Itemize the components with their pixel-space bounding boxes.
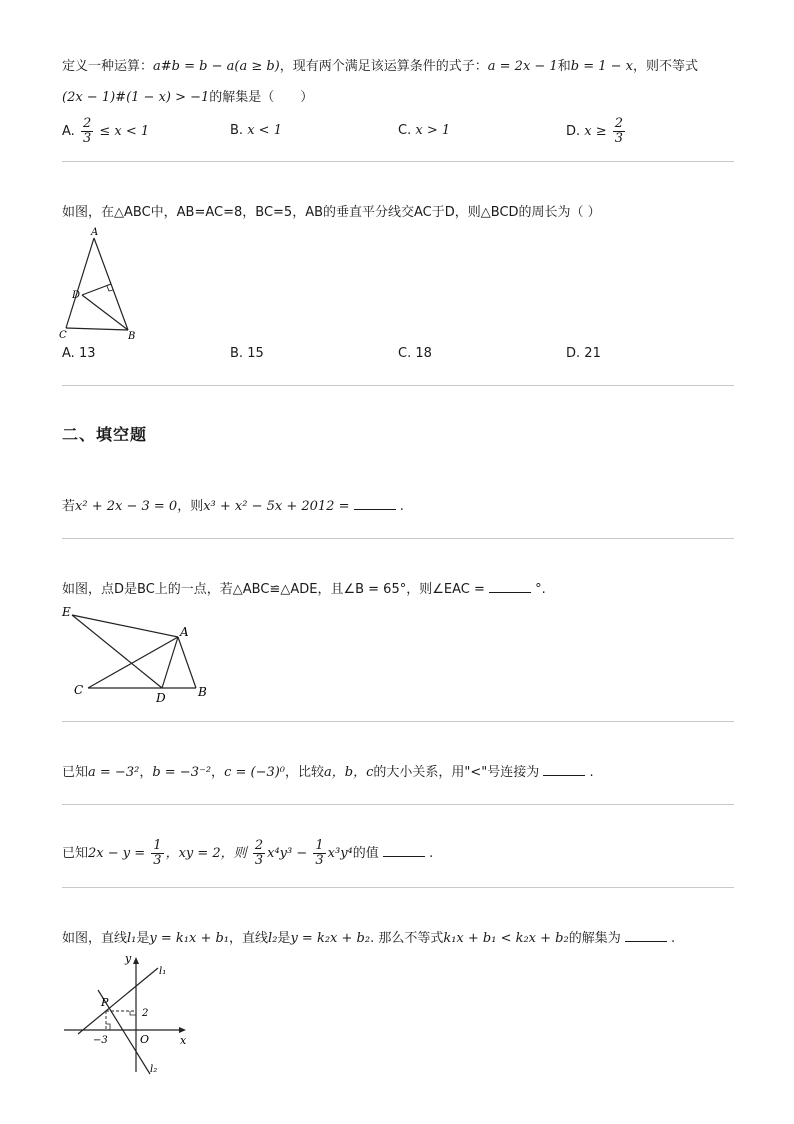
q1-expr: (2x − 1)#(1 − x) > −1 (62, 90, 210, 105)
option-label: C. (398, 346, 412, 361)
denominator: 3 (315, 853, 324, 868)
option-label: D. (566, 124, 581, 139)
q3-suffix: . (399, 499, 404, 514)
q7-inequality: k₁x + b₁ < k₂x + b₂ (443, 931, 569, 946)
denominator: 3 (82, 131, 92, 146)
label-p: P (101, 996, 109, 1009)
label-a: A (91, 227, 99, 238)
q3-mid: ，则 (177, 499, 204, 514)
q6-end: . (429, 846, 434, 861)
q1-option-d[interactable] (566, 117, 627, 146)
fraction (253, 839, 265, 868)
q7-end: . (671, 931, 676, 946)
q1-option-a[interactable] (62, 117, 149, 146)
q7-eq2: y = k₂x + b₂ (290, 931, 371, 946)
q6-eq1: 2x − y = (88, 846, 146, 861)
q4-question: 如图，点D是BC上的一点，若△ABC≌△ADE，且∠B = 65°，则∠EAC = (62, 582, 485, 597)
option-label: B. (230, 346, 244, 361)
q7-text1: 如图，直线 (62, 931, 128, 946)
q5-b: b = −3⁻² (152, 765, 212, 780)
divider (62, 721, 734, 722)
option-text: 15 (247, 346, 264, 361)
q5-end: . (589, 765, 594, 780)
q5-c: c = (−3)⁰ (224, 765, 286, 780)
option-label: A. (62, 346, 75, 361)
label-c: C (59, 330, 67, 341)
numerator: 2 (254, 838, 264, 853)
option-text: 18 (415, 346, 432, 361)
label-two: 2 (142, 1008, 149, 1019)
divider (62, 887, 734, 888)
q7-l1: l₁ (127, 931, 137, 946)
section-title: 二、填空题 (62, 425, 148, 444)
q7-text4: 是 (277, 931, 291, 946)
q7-text (62, 929, 675, 949)
q3-eq2: x³ + x² − 5x + 2012 = (203, 499, 350, 514)
q7-text3: ，直线 (229, 931, 269, 946)
numerator: 1 (153, 838, 162, 853)
q5-vars: a，b，c (324, 765, 374, 780)
q5-mid: ，比较 (285, 765, 325, 780)
q6-term2: x³y⁴ (327, 846, 353, 861)
q7-text2: 是 (136, 931, 150, 946)
label-e: E (62, 605, 71, 619)
q7-eq1: y = k₁x + b₁ (149, 931, 230, 946)
label-y: y (125, 952, 132, 965)
answer-blank[interactable] (543, 763, 585, 776)
q1-b: b = 1 − x (570, 59, 633, 74)
q1-op: a#b = b − a(a ≥ b) (153, 59, 280, 74)
option-label: C. (398, 123, 412, 138)
q7-text5: . 那么不等式 (370, 931, 444, 946)
answer-blank[interactable] (354, 497, 396, 510)
label-origin: O (140, 1033, 150, 1046)
fraction (613, 117, 625, 146)
fraction (151, 839, 163, 868)
numerator: 1 (315, 838, 324, 853)
answer-blank[interactable] (625, 929, 667, 942)
divider (62, 804, 734, 805)
q1-suffix: ，则不等式 (632, 59, 698, 74)
q7-text6: 的解集为 (568, 931, 621, 946)
q5-suffix: 的大小关系，用"<"号连接为 (373, 765, 540, 780)
option-text: ≤ x < 1 (99, 124, 150, 139)
q5-text: 已知a = −3²，b = −3⁻²，c = (−3)⁰，比较a，b，c的大小关系，用"<"号连接为 . (62, 765, 594, 780)
q2-option-b[interactable] (230, 344, 264, 364)
label-b: B (198, 685, 207, 699)
q6-term1: x⁴y³ − (267, 846, 308, 861)
divider (62, 385, 734, 386)
q1-option-b[interactable] (230, 121, 282, 141)
label-d: D (72, 290, 81, 301)
q3-eq1: x² + 2x − 3 = 0 (75, 499, 178, 514)
option-text: 13 (78, 346, 96, 361)
option-text: x > 1 (415, 123, 451, 138)
q3-text (62, 497, 404, 517)
label-l1: l₁ (159, 966, 167, 977)
divider (62, 538, 734, 539)
divider (62, 161, 734, 162)
denominator: 3 (614, 131, 624, 146)
q2-option-c[interactable] (398, 344, 432, 364)
q1-prefix: 定义一种运算： (62, 59, 154, 74)
denominator: 3 (254, 853, 264, 868)
label-a: A (180, 625, 189, 639)
q2-option-d[interactable] (566, 344, 601, 364)
q1-a: a = 2x − 1 (487, 59, 558, 74)
numerator: 2 (614, 116, 624, 131)
fraction (81, 117, 93, 146)
q6-eq2: ，xy = 2，则 (165, 846, 247, 861)
q4-suffix: °. (535, 582, 546, 597)
q4-triangle-figure (58, 602, 218, 706)
q1-mid: ，现有两个满足该运算条件的式子： (279, 59, 488, 74)
q1-line1 (62, 57, 698, 77)
q5-prefix: 已知 (62, 765, 89, 780)
q7-graph-figure (58, 950, 198, 1080)
q2-option-a[interactable] (62, 344, 95, 364)
answer-blank[interactable] (383, 844, 425, 857)
q1-option-c[interactable] (398, 121, 450, 141)
q5-a: a = −3² (88, 765, 140, 780)
q7-l2: l₂ (268, 931, 278, 946)
label-l2: l₂ (150, 1064, 158, 1075)
q6-suffix: 的值 (352, 846, 379, 861)
numerator: 2 (82, 116, 92, 131)
q2-text: 如图，在△ABC中，AB=AC=8，BC=5，AB的垂直平分线交AC于D，则△BCD的周长为（ ） (62, 205, 601, 220)
label-b: B (128, 331, 136, 342)
label-d: D (156, 691, 166, 705)
q6-prefix: 已知 (62, 846, 89, 861)
label-neg3: −3 (93, 1035, 108, 1046)
answer-blank[interactable] (489, 580, 531, 593)
q2-triangle-figure (58, 226, 148, 342)
option-label: B. (230, 123, 244, 138)
q3-prefix: 若 (62, 499, 76, 514)
q6-text (62, 839, 433, 869)
q1-line2-suffix: 的解集是（ ） (209, 90, 314, 105)
q1-line2 (62, 88, 313, 108)
option-label: A. (62, 124, 75, 139)
option-text: 21 (584, 346, 601, 361)
q1-and: 和 (557, 59, 571, 74)
option-text: x ≥ (584, 124, 607, 139)
q4-text (62, 580, 546, 600)
label-x: x (180, 1034, 187, 1047)
label-c: C (74, 683, 84, 697)
option-text: x < 1 (247, 123, 282, 138)
denominator: 3 (153, 853, 162, 868)
fraction (313, 839, 325, 868)
option-label: D. (566, 346, 581, 361)
